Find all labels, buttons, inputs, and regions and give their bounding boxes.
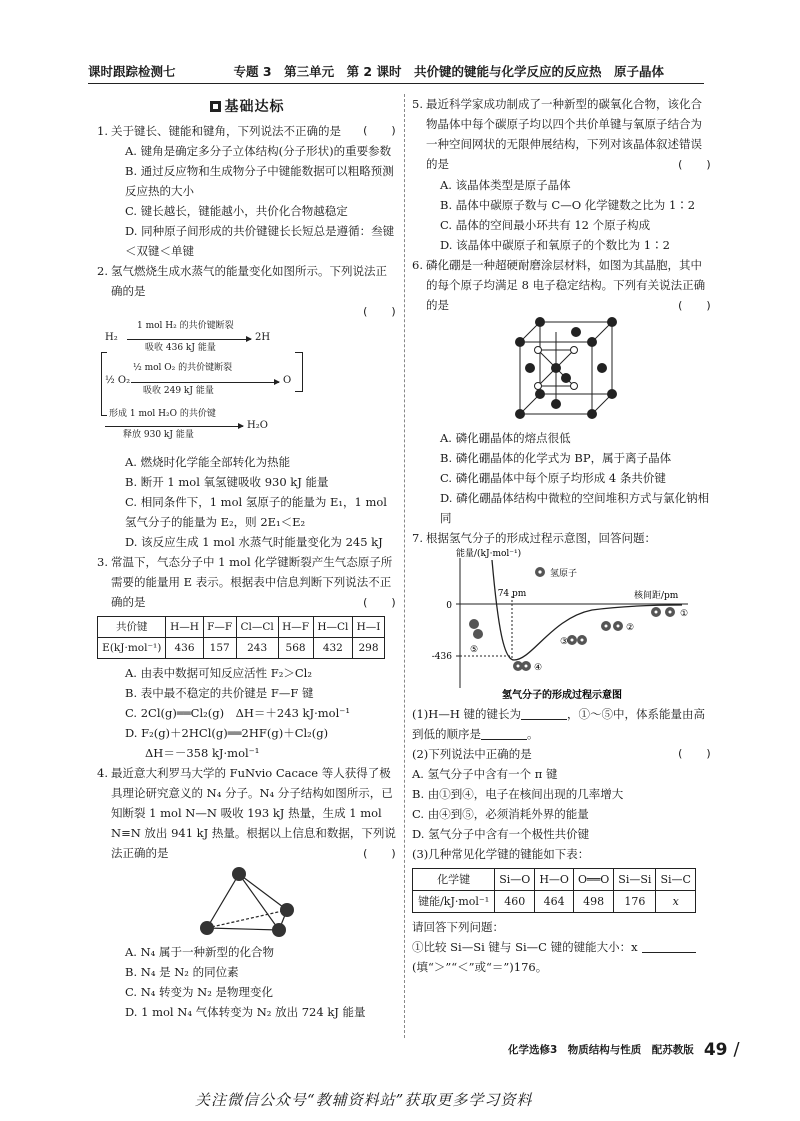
right-column [412, 94, 712, 977]
diagram-h2o: H₂O [247, 420, 268, 431]
state-label: ④ [534, 663, 543, 673]
page-header [88, 60, 704, 84]
n4-molecule-figure [97, 864, 397, 942]
table-cell: H—O [535, 869, 574, 891]
answer-paren[interactable]: ( ) [676, 299, 712, 312]
table-cell: Si—O [495, 869, 535, 891]
answer-blank[interactable] [481, 726, 527, 740]
option-b[interactable]: B. 由①到④，电子在核间出现的几率增大 [412, 787, 624, 801]
h2-energy-curve-figure [412, 548, 712, 704]
option-c[interactable]: C. 键长越长，键能越小，共价化合物越稳定 [125, 204, 348, 218]
table-cell: x [656, 891, 696, 913]
table-cell: Cl—Cl [236, 617, 278, 638]
header-right: 专题 3 第三单元 第 2 课时 共价键的键能与化学反应的反应热 原子晶体 [233, 63, 664, 79]
option-d[interactable]: D. 该晶体中碳原子和氧原子的个数比为 1∶2 [440, 238, 670, 252]
question-number: 5. [412, 97, 423, 111]
answer-paren[interactable]: ( ) [676, 747, 712, 760]
table-cell: H—H [166, 617, 203, 638]
table-cell: F—F [203, 617, 236, 638]
option-b[interactable]: B. N₄ 是 N₂ 的同位素 [125, 965, 239, 979]
diagram-l2-bottom: 吸收 249 kJ 能量 [143, 386, 214, 396]
option-a[interactable]: A. 磷化硼晶体的熔点很低 [440, 431, 571, 445]
question-number: 4. [97, 766, 108, 780]
table-cell: 键能/kJ·mol⁻¹ [413, 891, 495, 913]
option-c[interactable]: C. N₄ 转变为 N₂ 是物理变化 [125, 985, 274, 999]
table-cell: 243 [236, 638, 278, 659]
chart-xlabel: 核间距/pm [634, 591, 679, 601]
n-atom [200, 921, 214, 935]
table-row [413, 891, 696, 913]
section-icon [210, 101, 221, 112]
chart-legend: 氢原子 [550, 569, 578, 579]
question-7-parts [412, 704, 712, 977]
sub-question-3: (3)几种常见化学键的键能如下表： [412, 847, 590, 861]
table-row [98, 638, 385, 659]
header-left: 课时跟踪检测七 [88, 63, 176, 79]
question-stem: 最近意大利罗马大学的 FuNvio Cacace 等人获得了极具理论研究意义的 N₄ 分子。N₄ 分子结构如图所示，已知断裂 1 mol N—N 吸收 193 kJ 热量，生成 1 mol N≡N 放出 941 kJ 热量。根据以上信息和数据，下列说法正确的是 [111, 766, 396, 860]
diagram-o2: ½ O₂ [105, 375, 131, 386]
chart-ylabel: 能量/(kJ·mol⁻¹) [456, 549, 522, 559]
option-d[interactable]: D. 磷化硼晶体结构中微粒的空间堆积方式与氯化钠相同 [440, 491, 710, 525]
question-stem: 常温下，气态分子中 1 mol 化学键断裂产生气态原子所需要的能量用 E 表示。根据表中信息判断下列说法不正确的是 [111, 555, 393, 609]
option-b[interactable]: B. 磷化硼晶体的化学式为 BP，属于离子晶体 [440, 451, 672, 465]
table-cell: 化学键 [413, 869, 495, 891]
diagram-l2-top: ½ mol O₂ 的共价键断裂 [133, 363, 233, 373]
option-a[interactable]: A. 键角是确定多分子立体结构(分子形状)的重要参数 [125, 144, 392, 158]
answer-paren[interactable]: ( ) [361, 305, 397, 318]
question-number: 2. [97, 264, 108, 278]
diagram-l3-bottom: 释放 930 kJ 能量 [123, 430, 194, 440]
table-cell: 共价键 [98, 617, 166, 638]
table-cell: 157 [203, 638, 236, 659]
option-d-cont: ΔH＝－358 kJ·mol⁻¹ [145, 746, 260, 760]
question-4 [97, 763, 397, 864]
n-atom [280, 903, 294, 917]
answer-blank[interactable] [521, 706, 567, 720]
answer-paren[interactable]: ( ) [361, 847, 397, 860]
answer-paren[interactable]: ( ) [676, 158, 712, 171]
sub-question-3-1: ①比较 Si—Si 键与 Si—C 键的键能大小：x [412, 937, 712, 957]
chart-caption: 氢气分子的形成过程示意图 [502, 690, 622, 701]
table-cell: 460 [495, 891, 535, 913]
table-cell: H—Cl [313, 617, 352, 638]
diagram-l3-top: 形成 1 mol H₂O 的共价键 [109, 409, 216, 419]
chart-zero: 0 [446, 601, 452, 611]
question-stem: 氢气燃烧生成水蒸气的能量变化如图所示。下列说法正确的是 [111, 264, 387, 298]
option-a[interactable]: A. 氢气分子中含有一个 π 键 [412, 767, 558, 781]
state-label: ② [626, 623, 635, 633]
option-b[interactable]: B. 表中最不稳定的共价键是 F—F 键 [125, 686, 314, 700]
left-column [97, 94, 397, 1022]
option-c[interactable]: C. 2Cl(g)══Cl₂(g) ΔH＝＋243 kJ·mol⁻¹ [125, 706, 350, 720]
option-d[interactable]: D. 氢气分子中含有一个极性共价键 [412, 827, 590, 841]
answer-paren[interactable]: ( ) [361, 124, 397, 137]
column-divider [404, 94, 405, 1038]
option-c[interactable]: C. 磷化硼晶体中每个原子均形成 4 条共价键 [440, 471, 666, 485]
question-number: 1. [97, 124, 108, 138]
question-stem: 磷化硼是一种超硬耐磨涂层材料，如图为其晶胞，其中的每个原子均满足 8 电子稳定结构。下列有关说法正确的是 [426, 258, 706, 312]
option-b[interactable]: B. 通过反应物和生成物分子中键能数据可以粗略预测反应热的大小 [125, 164, 394, 198]
table-cell: H—I [353, 617, 385, 638]
table-header-row [98, 617, 385, 638]
question-7 [412, 528, 712, 548]
table-cell: 436 [166, 638, 203, 659]
table-cell: Si—Si [614, 869, 656, 891]
option-d[interactable]: D. 1 mol N₄ 气体转变为 N₂ 放出 724 kJ 能量 [125, 1005, 366, 1019]
bond-energy-table [97, 616, 385, 659]
page-number: 49 [703, 1040, 728, 1060]
diagram-l1-top: 1 mol H₂ 的共价键断裂 [137, 321, 234, 331]
option-d[interactable]: D. 该反应生成 1 mol 水蒸气时能量变化为 245 kJ [125, 535, 383, 549]
energy-diagram [105, 321, 397, 452]
question-number: 7. [412, 531, 423, 545]
question-6-options [412, 428, 712, 528]
section-title: 基础达标 [97, 97, 397, 117]
table-cell: 464 [535, 891, 574, 913]
table-cell: O══O [573, 869, 613, 891]
option-c[interactable]: C. 晶体的空间最小环共有 12 个原子构成 [440, 218, 651, 232]
book-title: 化学选修3 物质结构与性质 配苏教版 [508, 1044, 694, 1056]
n-atom [272, 923, 286, 937]
option-c[interactable]: C. 相同条件下，1 mol 氢原子的能量为 E₁，1 mol 氢气分子的能量为 E₂，则 2E₁＜E₂ [125, 495, 387, 529]
bond-energy-table-2 [412, 868, 696, 913]
question-5 [412, 94, 712, 255]
bp-unit-cell-figure [412, 316, 712, 428]
option-a[interactable]: A. 由表中数据可知反应活性 F₂＞Cl₂ [125, 666, 312, 680]
sub-question-1: (1)H—H 键的键长为 ，①～⑤中，体系能量由高到低的顺序是 。 [412, 707, 706, 741]
question-3 [97, 552, 397, 613]
question-4-options [97, 942, 397, 1022]
table-header-row [413, 869, 696, 891]
question-2 [97, 261, 397, 322]
diagram-bracket-right [295, 352, 303, 392]
state-label: ① [680, 609, 689, 619]
option-a[interactable]: A. N₄ 属于一种新型的化合物 [125, 945, 274, 959]
n-atom [232, 867, 246, 881]
option-b[interactable]: B. 断开 1 mol 氧氢键吸收 930 kJ 能量 [125, 475, 329, 489]
chart-pm: 74 pm [497, 589, 527, 599]
wechat-note: 关注微信公众号“教辅资料站”获取更多学习资料 [195, 1091, 533, 1109]
question-stem: 根据氢气分子的形成过程示意图，回答问题： [426, 531, 656, 545]
sub-question-3-1-cont: (填“＞”“＜”或“＝”)176。 [412, 960, 548, 974]
table-cell: E(kJ·mol⁻¹) [98, 638, 166, 659]
question-number: 3. [97, 555, 108, 569]
sub-question-2: (2)下列说法中正确的是 ( ) [412, 744, 712, 764]
answer-paren[interactable]: ( ) [361, 596, 397, 609]
option-a[interactable]: A. 燃烧时化学能全部转化为热能 [125, 455, 291, 469]
question-6 [412, 255, 712, 316]
question-2-options [97, 452, 397, 552]
table-cell: 176 [614, 891, 656, 913]
question-3-options [97, 663, 397, 763]
question-1 [97, 121, 397, 261]
option-d[interactable]: D. 同种原子间形成的共价键键长长短总是遵循：叁键＜双键＜单键 [125, 224, 395, 258]
diagram-l1-bottom: 吸收 436 kJ 能量 [145, 343, 216, 353]
table-cell: 298 [353, 638, 385, 659]
ask-text: 请回答下列问题： [412, 920, 504, 934]
diagram-h2: H₂ [105, 332, 118, 343]
table-cell: 568 [278, 638, 313, 659]
answer-blank[interactable] [642, 939, 696, 953]
question-number: 6. [412, 258, 423, 272]
diagram-bracket-left [101, 352, 107, 416]
state-label: ⑤ [470, 645, 479, 655]
page-footer [508, 1040, 740, 1060]
footer-slash: / [733, 1039, 740, 1060]
state-label: ③ [560, 637, 569, 647]
question-stem: 关于键长、键能和键角，下列说法不正确的是 [111, 124, 341, 138]
table-cell: 498 [573, 891, 613, 913]
option-b[interactable]: B. 晶体中碳原子数与 C—O 化学键数之比为 1∶2 [440, 198, 696, 212]
diagram-o: O [283, 375, 292, 386]
chart-min: -436 [431, 652, 452, 662]
table-cell: H—F [278, 617, 313, 638]
table-cell: 432 [313, 638, 352, 659]
table-cell: Si—C [656, 869, 696, 891]
option-c[interactable]: C. 由④到⑤，必须消耗外界的能量 [412, 807, 589, 821]
option-d[interactable]: D. F₂(g)＋2HCl(g)══2HF(g)＋Cl₂(g) [125, 726, 329, 740]
diagram-2h: 2H [255, 332, 271, 343]
question-stem: 最近科学家成功制成了一种新型的碳氧化合物，该化合物晶体中每个碳原子均以四个共价单键与氧原子结合为一种空间网状的无限伸展结构，下列对该晶体叙述错误的是 [426, 97, 702, 171]
option-a[interactable]: A. 该晶体类型是原子晶体 [440, 178, 571, 192]
